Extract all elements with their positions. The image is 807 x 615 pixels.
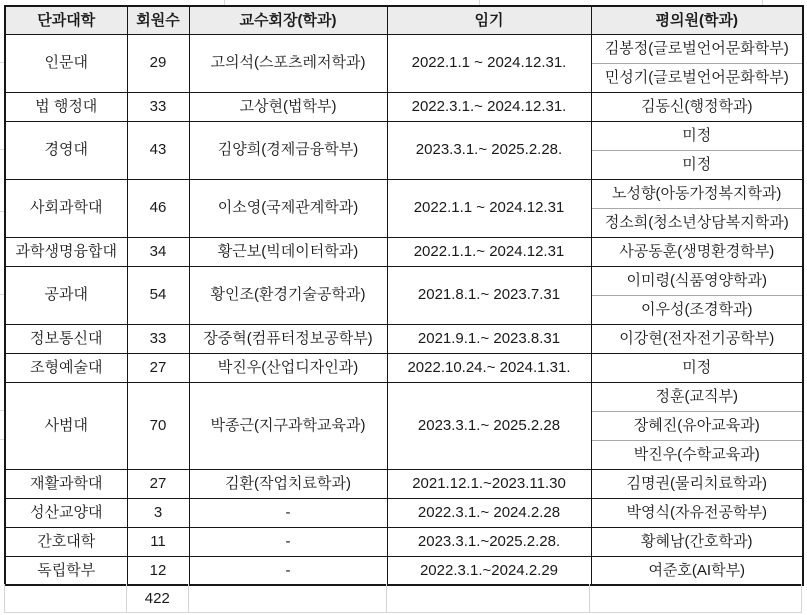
cell-term[interactable]: 2023.3.1.~2025.2.28. xyxy=(387,527,591,556)
total-row xyxy=(4,584,802,613)
table-row xyxy=(5,382,803,411)
cell-college[interactable]: 재활과학대 xyxy=(5,469,127,498)
cell-college[interactable]: 경영대 xyxy=(5,121,127,179)
cell-college[interactable]: 간호대학 xyxy=(5,527,127,556)
cell-chair[interactable]: - xyxy=(189,498,387,527)
cell-council[interactable]: 노성향(아동가정복지학과) xyxy=(591,179,803,208)
table-row xyxy=(5,179,803,208)
cell-council[interactable]: 이우성(조경학과) xyxy=(591,295,803,324)
column-header-members[interactable]: 회원수 xyxy=(127,6,189,34)
cell-chair[interactable]: 고상현(법학부) xyxy=(189,92,387,121)
cell-term[interactable]: 2023.3.1.~ 2025.2.28. xyxy=(387,121,591,179)
cell-term[interactable]: 2022.3.1.~2024.2.29 xyxy=(387,556,591,585)
cell-chair[interactable]: 장중혁(컴퓨터정보공학부) xyxy=(189,324,387,353)
cell-term[interactable]: 2021.12.1.~2023.11.30 xyxy=(387,469,591,498)
cell-members[interactable]: 11 xyxy=(127,527,189,556)
cell-council[interactable]: 김동신(행정학과) xyxy=(591,92,803,121)
cell-term[interactable]: 2021.9.1.~ 2023.8.31 xyxy=(387,324,591,353)
cell-chair[interactable]: - xyxy=(189,556,387,585)
total-row-empty-cell[interactable] xyxy=(189,584,387,612)
table-row xyxy=(5,92,803,121)
table-row xyxy=(5,498,803,527)
table-row xyxy=(5,556,803,585)
column-header-council[interactable]: 평의원(학과) xyxy=(591,6,803,34)
cell-chair[interactable]: 김환(작업치료학과) xyxy=(189,469,387,498)
cell-college[interactable]: 공과대 xyxy=(5,266,127,324)
cell-college[interactable]: 사범대 xyxy=(5,382,127,469)
cell-members[interactable]: 29 xyxy=(127,34,189,92)
column-header-chair[interactable]: 교수회장(학과) xyxy=(189,6,387,34)
cell-members[interactable]: 70 xyxy=(127,382,189,469)
cell-chair[interactable]: 이소영(국제관계학과) xyxy=(189,179,387,237)
cell-council[interactable]: 황혜남(간호학과) xyxy=(591,527,803,556)
cell-college[interactable]: 인문대 xyxy=(5,34,127,92)
cell-council[interactable]: 이강현(전자전기공학부) xyxy=(591,324,803,353)
cell-council[interactable]: 여준호(AI학부) xyxy=(591,556,803,585)
cell-college[interactable]: 사회과학대 xyxy=(5,179,127,237)
cell-term[interactable]: 2021.8.1.~ 2023.7.31 xyxy=(387,266,591,324)
cell-members[interactable]: 33 xyxy=(127,92,189,121)
total-members-cell[interactable]: 422 xyxy=(127,584,189,612)
table-row xyxy=(5,469,803,498)
table-row xyxy=(5,527,803,556)
cell-college[interactable]: 조형예술대 xyxy=(5,353,127,382)
cell-members[interactable]: 3 xyxy=(127,498,189,527)
cell-members[interactable]: 12 xyxy=(127,556,189,585)
table-row xyxy=(5,237,803,266)
cell-members[interactable]: 46 xyxy=(127,179,189,237)
cell-council[interactable]: 장혜진(유아교육과) xyxy=(591,411,803,440)
cell-council[interactable]: 사공동훈(생명환경학부) xyxy=(591,237,803,266)
cell-members[interactable]: 27 xyxy=(127,469,189,498)
column-header-term[interactable]: 임기 xyxy=(387,6,591,34)
cell-term[interactable]: 2022.3.1.~ 2024.12.31. xyxy=(387,92,591,121)
table-row xyxy=(5,121,803,150)
column-header-college[interactable]: 단과대학 xyxy=(5,6,127,34)
table-row xyxy=(5,324,803,353)
cell-council[interactable]: 미정 xyxy=(591,150,803,179)
cell-chair[interactable]: 박진우(산업디자인과) xyxy=(189,353,387,382)
cell-term[interactable]: 2022.10.24.~ 2024.1.31. xyxy=(387,353,591,382)
total-row-empty-cell[interactable] xyxy=(5,584,127,612)
table-row xyxy=(5,266,803,295)
cell-members[interactable]: 43 xyxy=(127,121,189,179)
cell-term[interactable]: 2022.3.1.~ 2024.2.28 xyxy=(387,498,591,527)
cell-term[interactable]: 2023.3.1.~ 2025.2.28 xyxy=(387,382,591,469)
table-row xyxy=(5,353,803,382)
cell-council[interactable]: 박진우(수학교육과) xyxy=(591,440,803,469)
cell-council[interactable]: 미정 xyxy=(591,353,803,382)
cell-council[interactable]: 이미령(식품영양학과) xyxy=(591,266,803,295)
cell-college[interactable]: 과학생명융합대 xyxy=(5,237,127,266)
cell-council[interactable]: 김명권(물리치료학과) xyxy=(591,469,803,498)
cell-chair[interactable]: - xyxy=(189,527,387,556)
cell-members[interactable]: 33 xyxy=(127,324,189,353)
table-row xyxy=(5,34,803,63)
cell-chair[interactable]: 박종근(지구과학교육과) xyxy=(189,382,387,469)
cell-members[interactable]: 34 xyxy=(127,237,189,266)
cell-college[interactable]: 성산교양대 xyxy=(5,498,127,527)
cell-chair[interactable]: 황근보(빅데이터학과) xyxy=(189,237,387,266)
cell-college[interactable]: 정보통신대 xyxy=(5,324,127,353)
cell-members[interactable]: 27 xyxy=(127,353,189,382)
total-row-empty-cell[interactable] xyxy=(387,584,591,612)
cell-term[interactable]: 2022.1.1 ~ 2024.12.31. xyxy=(387,34,591,92)
cell-chair[interactable]: 황인조(환경기술공학과) xyxy=(189,266,387,324)
cell-council[interactable]: 박영식(자유전공학부) xyxy=(591,498,803,527)
faculty-council-table xyxy=(4,5,804,586)
cell-college[interactable]: 독립학부 xyxy=(5,556,127,585)
cell-term[interactable]: 2022.1.1.~ 2024.12.31 xyxy=(387,237,591,266)
cell-college[interactable]: 법 행정대 xyxy=(5,92,127,121)
cell-members[interactable]: 54 xyxy=(127,266,189,324)
cell-council[interactable]: 미정 xyxy=(591,121,803,150)
cell-term[interactable]: 2022.1.1 ~ 2024.12.31 xyxy=(387,179,591,237)
cell-council[interactable]: 민성기(글로벌언어문화학부) xyxy=(591,63,803,92)
cell-council[interactable]: 정훈(교직부) xyxy=(591,382,803,411)
table-header-row xyxy=(5,6,803,34)
total-row-empty-cell[interactable] xyxy=(590,584,802,612)
cell-council[interactable]: 김봉정(글로벌언어문화학부) xyxy=(591,34,803,63)
cell-chair[interactable]: 김양희(경제금융학부) xyxy=(189,121,387,179)
cell-council[interactable]: 정소희(청소년상담복지학과) xyxy=(591,208,803,237)
cell-chair[interactable]: 고의석(스포츠레저학과) xyxy=(189,34,387,92)
